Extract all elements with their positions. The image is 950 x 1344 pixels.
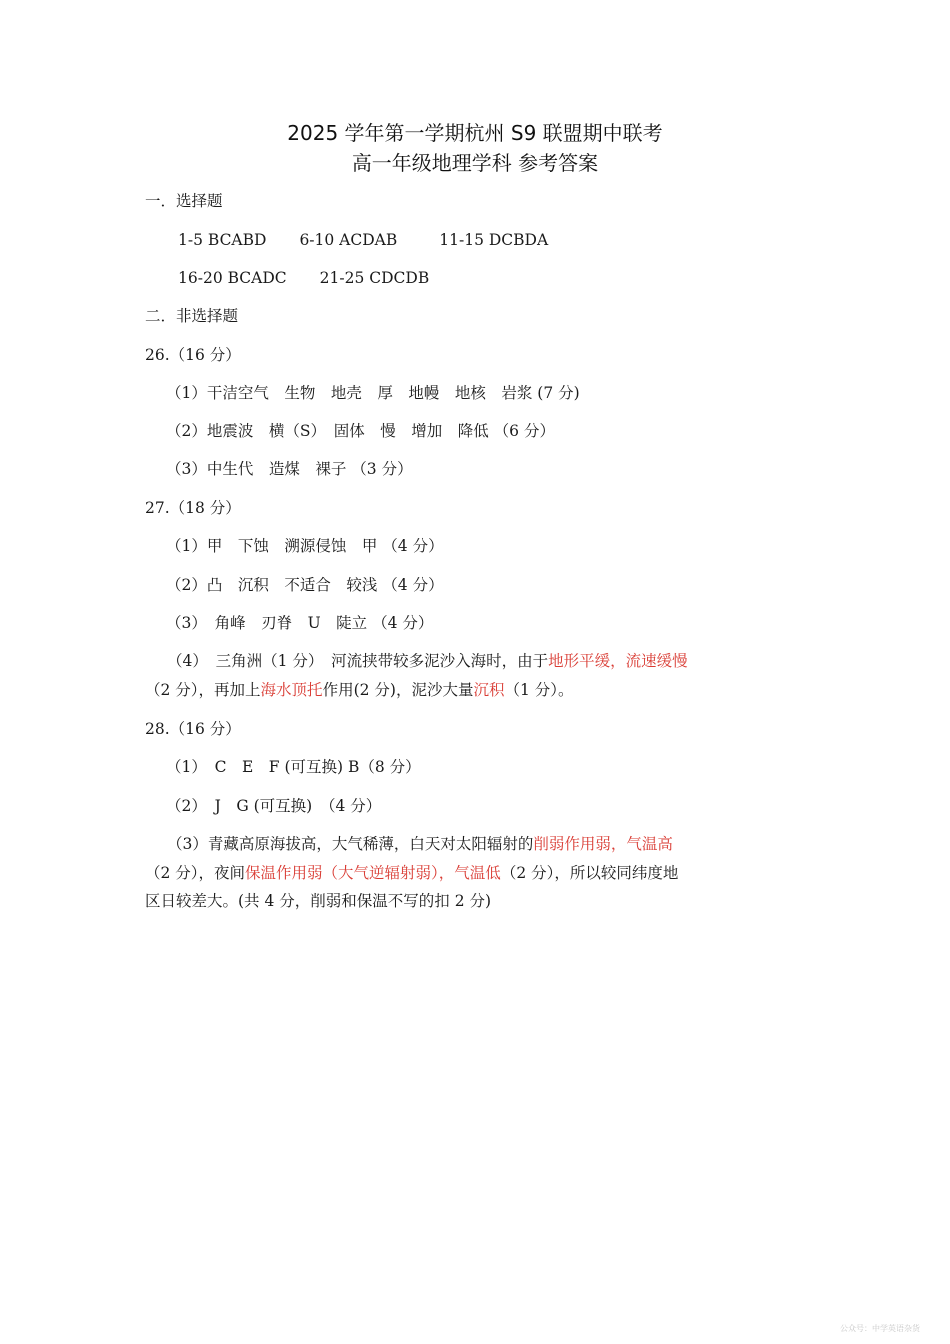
q28-answer-1: （1） C E F (可互换) B（8 分） [166, 758, 421, 776]
q27-answer-3: （3） 角峰 刃脊 U 陡立 （4 分） [166, 614, 434, 632]
q27-answer-4 [145, 647, 693, 704]
q28-a3-key-2: 保温作用弱（大气逆辐射弱），气温低 [245, 863, 501, 882]
choice-answer-1-5: 1-5 BCABD [178, 231, 267, 249]
watermark-text: 公众号：中学英语杂货 [840, 1324, 920, 1333]
choice-answer-11-15: 11-15 DCBDA [439, 231, 549, 249]
q27-a4-text-1: （4） 三角洲（1 分） 河流挟带较多泥沙入海时，由于 [167, 652, 549, 670]
q27-a4-text-2: （2 分），再加上 [145, 680, 261, 699]
q27-answer-2: （2）凸 沉积 不适合 较浅 （4 分） [166, 576, 444, 594]
q27-a4-key-1: 地形平缓，流速缓慢 [548, 652, 688, 670]
q27-a4-key-3: 沉积 [473, 680, 505, 699]
page-title: 2025 学年第一学期杭州 S9 联盟期中联考 [287, 121, 663, 145]
q27-a4-text-4: （1 分）。 [504, 680, 574, 699]
q26-answer-2: （2）地震波 横（S） 固体 慢 增加 降低 （6 分） [166, 422, 555, 440]
q28-a3-text-3: （2 分），所以较同纬度地区日较差大。(共 4 分，削弱和保温不写的扣 2 分) [145, 863, 679, 910]
question-28-heading: 28.（16 分） [145, 720, 241, 738]
choice-answers-row-2 [178, 268, 429, 288]
q26-answer-1: （1）干洁空气 生物 地壳 厚 地幔 地核 岩浆 (7 分) [166, 384, 580, 402]
q27-a4-text-3: 作用(2 分)，泥沙大量 [322, 680, 474, 699]
q28-answer-2: （2） J G (可互换) （4 分） [166, 797, 382, 815]
section-heading-choice: 一．选择题 [145, 192, 223, 210]
q28-answer-3 [145, 830, 693, 916]
choice-answer-16-20: 16-20 BCADC [178, 269, 287, 287]
question-27-heading: 27.（18 分） [145, 499, 241, 517]
q28-a3-text-2: （2 分），夜间 [145, 863, 246, 882]
q27-a4-key-2: 海水顶托 [260, 680, 323, 699]
q26-answer-3: （3）中生代 造煤 裸子 （3 分） [166, 460, 413, 478]
question-26-heading: 26.（16 分） [145, 346, 241, 364]
choice-answers-row-1 [178, 230, 548, 250]
choice-answer-6-10: 6-10 ACDAB [299, 231, 398, 249]
q27-answer-1: （1）甲 下蚀 溯源侵蚀 甲 （4 分） [166, 537, 444, 555]
choice-answer-21-25: 21-25 CDCDB [319, 269, 430, 287]
section-heading-nonchoice: 二．非选择题 [145, 307, 239, 325]
q28-a3-text-1: （3）青藏高原海拔高，大气稀薄，白天对太阳辐射的 [167, 835, 534, 853]
q28-a3-key-1: 削弱作用弱，气温高 [533, 835, 673, 853]
page-subtitle: 高一年级地理学科 参考答案 [351, 151, 599, 175]
